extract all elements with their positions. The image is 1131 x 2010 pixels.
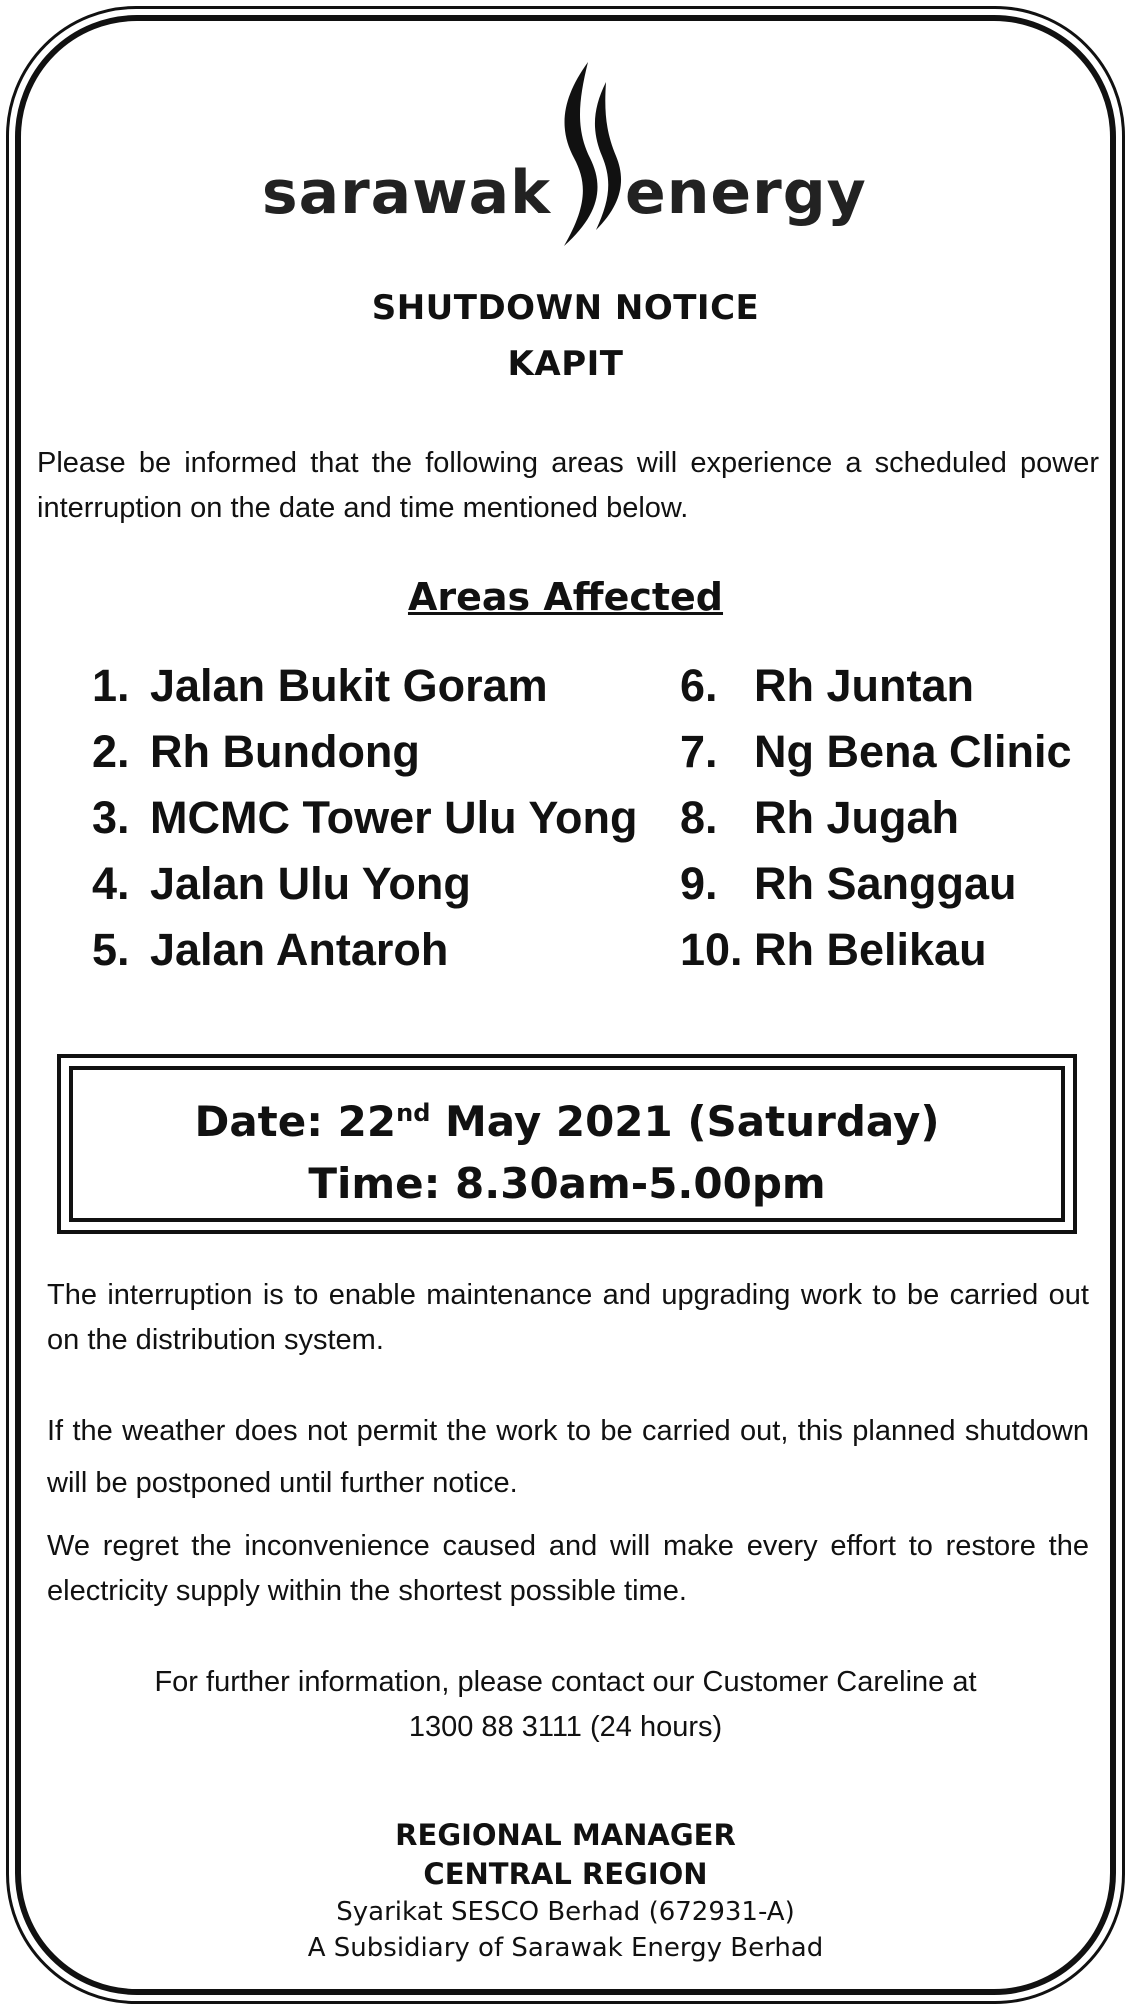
footer-subsidiary: A Subsidiary of Sarawak Energy Berhad [307, 1933, 824, 1963]
list-item: 6. Rh Juntan [680, 660, 974, 711]
areas-affected-title: Areas Affected [407, 575, 724, 619]
list-item: 5. Jalan Antaroh [92, 924, 449, 975]
list-item: 3. MCMC Tower Ulu Yong [92, 792, 638, 843]
schedule-box [57, 1054, 1077, 1234]
date-ordinal: nd [396, 1099, 431, 1127]
notice-title: SHUTDOWN NOTICE [371, 288, 760, 328]
regret-paragraph: We regret the inconvenience caused and will make every effort to restore the electricity supply within the shortest possible time. [47, 1530, 1089, 1607]
intro-paragraph: Please be informed that the following areas will experience a scheduled power interruption on the date and time mentioned below. [37, 447, 1099, 524]
reason-paragraph: The interruption is to enable maintenance and upgrading work to be carried out on the distribution system. [47, 1279, 1089, 1356]
list-item: 2. Rh Bundong [92, 726, 420, 777]
schedule-date: Date: 22nd May 2021 (Saturday) [194, 1097, 940, 1146]
list-item: 9. Rh Sanggau [680, 858, 1017, 909]
footer-company: Syarikat SESCO Berhad (672931-A) [336, 1897, 795, 1927]
flame-icon [540, 58, 630, 248]
footer-title: REGIONAL MANAGER [395, 1818, 736, 1852]
logo-right-word: energy [625, 158, 867, 228]
weather-paragraph: If the weather does not permit the work to be carried out, this planned shutdown will be postponed until further notice. [47, 1415, 1089, 1499]
schedule-box-inner [69, 1066, 1065, 1222]
list-item: 1. Jalan Bukit Goram [92, 660, 548, 711]
areas-list-right [680, 660, 1072, 990]
list-item: 7. Ng Bena Clinic [680, 726, 1072, 777]
contact-line: For further information, please contact our Customer Careline at [154, 1666, 977, 1698]
careline-number: 1300 88 3111 (24 hours) [408, 1711, 723, 1743]
areas-list-left [92, 660, 638, 990]
logo-left-word: sarawak [261, 158, 551, 228]
footer-region: CENTRAL REGION [423, 1857, 708, 1891]
list-item: 8. Rh Jugah [680, 792, 960, 843]
list-item: 4. Jalan Ulu Yong [92, 858, 471, 909]
sarawak-energy-logo [0, 58, 1131, 258]
schedule-time: Time: 8.30am-5.00pm [308, 1159, 826, 1208]
list-item: 10. Rh Belikau [680, 924, 987, 975]
location-title: KAPIT [507, 344, 624, 384]
